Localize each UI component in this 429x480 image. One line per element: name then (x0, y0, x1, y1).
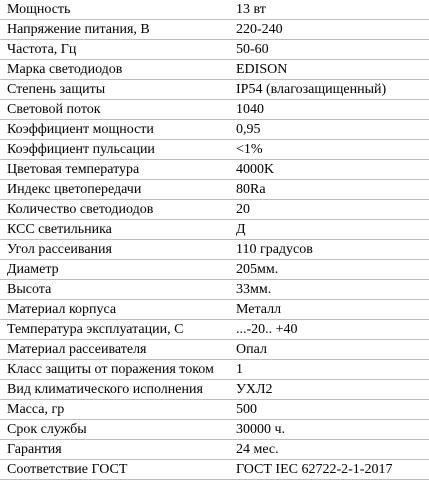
spec-value: 110 градусов (226, 240, 429, 260)
spec-name: Марка светодиодов (0, 60, 226, 80)
spec-name: Температура эксплуатации, С (0, 320, 226, 340)
spec-value: 30000 ч. (226, 420, 429, 440)
spec-row (0, 300, 429, 320)
spec-name: Коэффициент мощности (0, 120, 226, 140)
spec-value: EDISON (226, 60, 429, 80)
spec-row (0, 100, 429, 120)
spec-value: УХЛ2 (226, 380, 429, 400)
spec-name: КСС светильника (0, 220, 226, 240)
spec-name: Угол рассеивания (0, 240, 226, 260)
spec-name: Напряжение питания, В (0, 20, 226, 40)
spec-value: IP54 (влагозащищенный) (226, 80, 429, 100)
spec-name: Срок службы (0, 420, 226, 440)
spec-value: 20 (226, 200, 429, 220)
spec-name: Количество светодиодов (0, 200, 226, 220)
spec-row (0, 20, 429, 40)
spec-value: Металл (226, 300, 429, 320)
spec-row (0, 420, 429, 440)
spec-name: Вид климатического исполнения (0, 380, 226, 400)
spec-value: 50-60 (226, 40, 429, 60)
spec-value: Опал (226, 340, 429, 360)
spec-row (0, 320, 429, 340)
spec-row (0, 40, 429, 60)
spec-value: 205мм. (226, 260, 429, 280)
spec-value: Д (226, 220, 429, 240)
spec-name: Диаметр (0, 260, 226, 280)
spec-name: Материал корпуса (0, 300, 226, 320)
spec-name: Соответствие ГОСТ (0, 460, 226, 480)
spec-value: 24 мес. (226, 440, 429, 460)
spec-name: Частота, Гц (0, 40, 226, 60)
spec-value: 0,95 (226, 120, 429, 140)
spec-row (0, 220, 429, 240)
spec-row (0, 260, 429, 280)
spec-name: Класс защиты от поражения током (0, 360, 226, 380)
spec-name: Индекс цветопередачи (0, 180, 226, 200)
spec-value: 80Ra (226, 180, 429, 200)
spec-row (0, 280, 429, 300)
spec-name: Мощность (0, 0, 226, 20)
spec-row (0, 140, 429, 160)
spec-row (0, 160, 429, 180)
spec-value: ...-20.. +40 (226, 320, 429, 340)
spec-row (0, 180, 429, 200)
spec-value: 500 (226, 400, 429, 420)
spec-row (0, 400, 429, 420)
spec-name: Световой поток (0, 100, 226, 120)
spec-name: Масса, гр (0, 400, 226, 420)
spec-value: 13 вт (226, 0, 429, 20)
spec-value: ГОСТ IEC 62722-2-1-2017 (226, 460, 429, 480)
spec-name: Гарантия (0, 440, 226, 460)
spec-name: Материал рассеивателя (0, 340, 226, 360)
spec-name: Цветовая температура (0, 160, 226, 180)
spec-row (0, 340, 429, 360)
spec-value: 1040 (226, 100, 429, 120)
spec-value: 220-240 (226, 20, 429, 40)
spec-row (0, 460, 429, 480)
spec-name: Коэффициент пульсации (0, 140, 226, 160)
spec-row (0, 380, 429, 400)
spec-row (0, 240, 429, 260)
spec-row (0, 60, 429, 80)
spec-row (0, 360, 429, 380)
spec-name: Степень защиты (0, 80, 226, 100)
spec-value: <1% (226, 140, 429, 160)
spec-row (0, 0, 429, 20)
spec-value: 4000K (226, 160, 429, 180)
spec-name: Высота (0, 280, 226, 300)
spec-row (0, 120, 429, 140)
spec-row (0, 200, 429, 220)
spec-value: 33мм. (226, 280, 429, 300)
spec-row (0, 80, 429, 100)
spec-row (0, 440, 429, 460)
spec-value: 1 (226, 360, 429, 380)
